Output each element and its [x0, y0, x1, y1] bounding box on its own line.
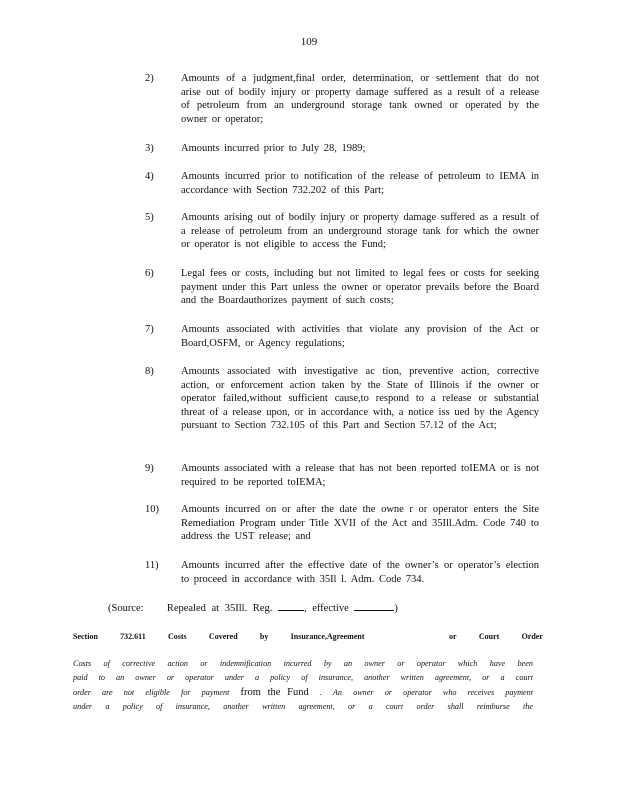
source-effective: effective	[312, 603, 349, 614]
body-line: Costs of corrective action or indemnification incurred by an owner or operator which have been	[73, 659, 533, 668]
body-line	[73, 686, 533, 700]
item-number: 8)	[145, 366, 154, 377]
section-heading	[73, 632, 543, 641]
item-text: Legal fees or costs, including but not limited to legal fees or costs for seeking payment under this Part unless the owner or operator prevails before the Board and the Boardauthorizes payment of such costs;	[181, 268, 539, 306]
source-repealed: Repealed at 35Ill. Reg.	[166, 603, 273, 614]
item-number: 11)	[145, 560, 159, 571]
source-note	[108, 601, 398, 614]
volume-blank	[278, 601, 304, 611]
item-text: Amounts associated with a release that has not been reported toIEMA or is not required to be reported toIEMA;	[181, 463, 539, 488]
item-number: 6)	[145, 268, 154, 279]
source-comma: ,	[303, 603, 307, 614]
date-blank	[354, 601, 394, 611]
heading-word: Court	[478, 631, 500, 642]
item-number: 2)	[145, 73, 154, 84]
section-number: 732.611	[120, 631, 146, 642]
heading-word: Insurance,Agreement	[290, 631, 365, 642]
item-text: Amounts associated with activities that violate any provision of the Act or Board,OSFM, or Agency regulations;	[181, 324, 539, 349]
item-number: 7)	[145, 324, 154, 335]
body-line: paid to an owner or operator under a policy of insurance, another written agreement, or a court	[73, 673, 533, 683]
heading-word: by	[259, 631, 269, 642]
page-number: 109	[300, 36, 318, 48]
section-label: Section	[73, 631, 98, 642]
body-segment: . An owner or operator who receives payment	[319, 687, 534, 697]
body-line: under a policy of insurance, another written agreement, or a court order shall reimburse the	[73, 702, 533, 712]
item-number: 3)	[145, 143, 154, 154]
item-number: 4)	[145, 171, 154, 182]
heading-word: Covered	[208, 631, 238, 642]
section-body	[73, 657, 533, 715]
item-text: Amounts incurred after the effective date of the owner’s or operator’s election to proceed in accordance with 35Il l. Adm. Code 734.	[181, 560, 539, 585]
item-text: Amounts incurred prior to notification of the release of petroleum to IEMA in accordance with Section 732.202 of this Part;	[181, 171, 539, 196]
item-number: 10)	[145, 504, 159, 515]
heading-word: Costs	[167, 631, 187, 642]
item-text: Amounts associated with investigative ac tion, preventive action, corrective action, or enforcement action taken by the State of Illinois if the owner or operator failed,without sufficient cause,to respond to a release or substantial threat of a release upon, or in accordance with, a notice iss ued by the Agency pursuant to Section 732.105 of this Part and Section 57.12 of the Act;	[181, 366, 539, 431]
item-text: Amounts incurred prior to July 28, 1989;	[181, 143, 366, 154]
heading-word: Order	[521, 631, 543, 642]
body-segment-plain: from the Fund	[240, 686, 309, 698]
item-text: Amounts incurred on or after the date the owne r or operator enters the Site Remediation Program under Title XVII of the Act and 35Ill.Adm. Code 740 to address the UST release; and	[181, 504, 539, 542]
item-text: Amounts of a judgment,final order, determination, or settlement that do not arise out of bodily injury or property damage suffered as a result of a release of petroleum from an underground storage tank owned or operated by the owner or operator;	[181, 73, 539, 125]
source-prefix: (Source:	[108, 603, 144, 614]
item-number: 9)	[145, 463, 154, 474]
heading-word: or	[449, 631, 457, 642]
item-number: 5)	[145, 212, 154, 223]
body-segment: order are not eligible for payment	[73, 687, 230, 697]
source-close: )	[394, 603, 398, 614]
item-text: Amounts arising out of bodily injury or property damage suffered as a result of a release of petroleum from an underground storage tank for which the owner or operator is not eligible to access the Fund;	[181, 212, 539, 250]
